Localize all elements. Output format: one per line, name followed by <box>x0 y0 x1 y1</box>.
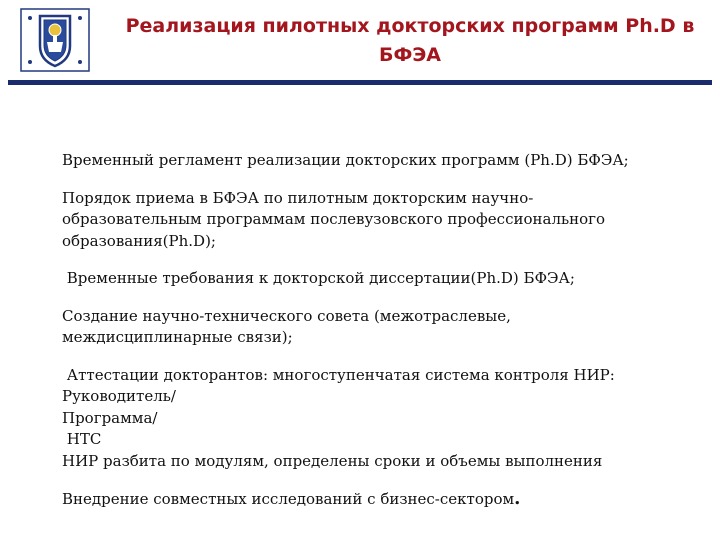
list-item-business <box>62 488 702 511</box>
list-item-council <box>62 306 702 349</box>
list-item-line: междисциплинарные связи); <box>62 328 293 346</box>
list-item-admission <box>62 188 702 253</box>
list-item-attestation <box>62 365 702 473</box>
list-item-line: Программа/ <box>62 408 158 427</box>
list-item-line: Порядок приема в БФЭА по пилотным докторским научно- <box>62 188 534 207</box>
list-item-line: Аттестации докторантов: многоступенчатая система контроля НИР: <box>62 365 615 384</box>
list-item-requirements <box>62 268 702 290</box>
content-list <box>62 150 702 511</box>
list-item-line <box>62 488 702 511</box>
list-item-text: Внедрение совместных исследований с бизнес-сектором <box>62 490 515 508</box>
list-item-line: образовательным программам послевузовского профессионального <box>62 210 606 228</box>
list-item-line: Создание научно-технического совета (межотраслевые, <box>62 306 511 325</box>
academy-emblem-icon <box>20 8 90 72</box>
list-item-line: образования(Ph.D); <box>62 231 216 250</box>
page-title-line-2: БФЭА <box>379 44 441 66</box>
list-item-regulation <box>62 150 702 172</box>
list-item-line: НИР разбита по модулям, определены сроки и объемы выполнения <box>62 451 603 470</box>
list-item-line: Временные требования к докторской диссертации(Ph.D) БФЭА; <box>62 269 575 287</box>
list-item-suffix: . <box>514 488 521 509</box>
header-divider <box>8 80 712 85</box>
page-title <box>120 12 700 70</box>
page-title-line-1: Реализация пилотных докторских программ Ph.D в <box>125 15 695 37</box>
list-item-line: НТС <box>62 430 102 448</box>
list-item-line: Руководитель/ <box>62 387 176 405</box>
list-item-line: Временный регламент реализации докторских программ (Ph.D) БФЭА; <box>62 151 629 169</box>
